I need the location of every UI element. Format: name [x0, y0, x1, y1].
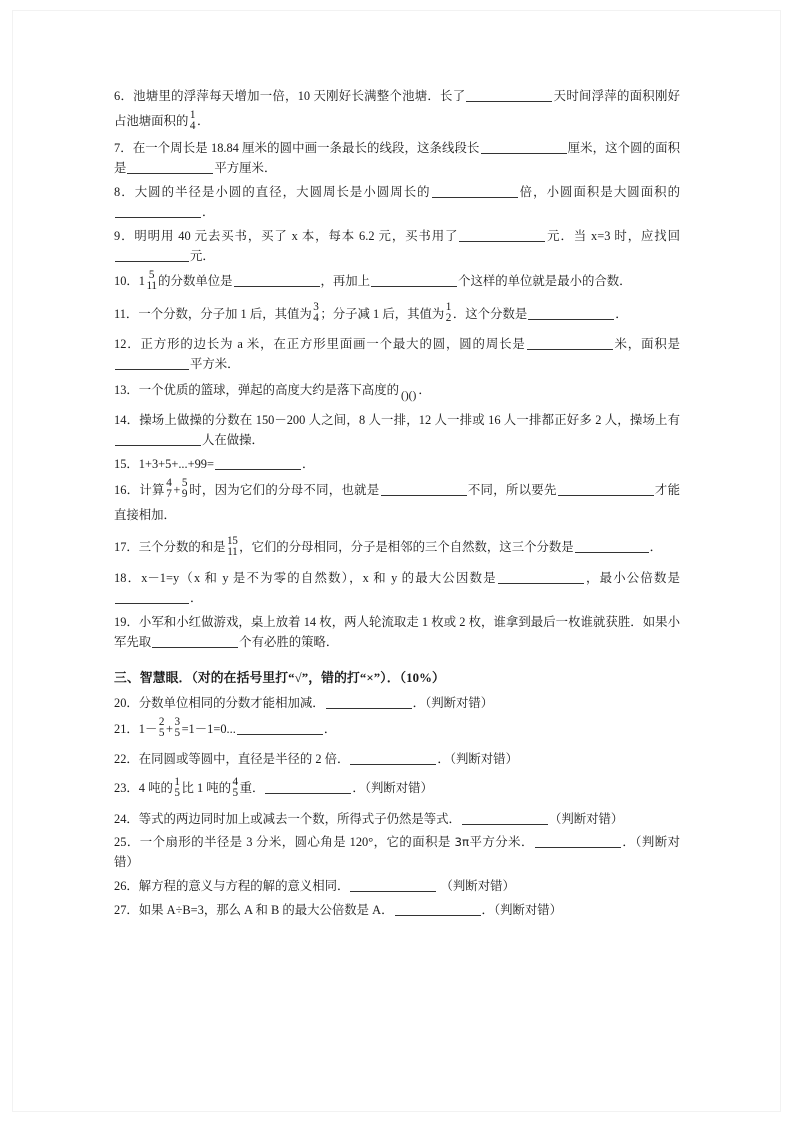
- q22-text-1: 在同圆或等圆中，直径是半径的 2 倍．: [138, 752, 350, 767]
- q8-text-3: ．: [202, 205, 215, 220]
- q6-text-1: 池塘里的浮萍每天增加一倍，10 天刚好长满整个池塘．长了: [133, 89, 466, 103]
- q10-text-3: 个这样的单位就是最小的合数．: [458, 274, 632, 289]
- q21-numerator-1: 2: [158, 716, 165, 729]
- question-13: [114, 378, 680, 403]
- q21-fraction-1: [159, 717, 165, 739]
- question-14: [114, 410, 680, 450]
- q6-blank-1[interactable]: [466, 89, 552, 102]
- q7-text-1: 在一个周长是 18.84 厘米的圆中画一条最长的线段，这条线段长: [132, 141, 480, 156]
- q27-number: 27．: [114, 902, 139, 917]
- q22-text-2: ．（判断对错）: [437, 752, 518, 767]
- q20-number: 20．: [114, 696, 139, 711]
- q24-blank-1[interactable]: [462, 812, 548, 825]
- q18-blank-2[interactable]: [115, 591, 189, 604]
- q9-blank-2[interactable]: [115, 249, 189, 262]
- q25-blank-1[interactable]: [535, 836, 621, 849]
- q16-fraction-2: [182, 478, 188, 500]
- q16-fraction-1: [166, 478, 172, 500]
- q18-number: 18．: [114, 570, 142, 585]
- q23-text-2: 比 1 吨的: [181, 781, 232, 796]
- q21-text-2: =1－1=0...: [181, 721, 236, 736]
- q19-blank-1[interactable]: [152, 635, 238, 648]
- question-22: [114, 749, 680, 769]
- q24-number: 24．: [114, 811, 139, 826]
- q10-denominator: 11: [146, 279, 157, 292]
- q13-number: 13．: [114, 382, 139, 397]
- q15-text-1: 1+3+5+...+99=: [138, 457, 214, 472]
- q23-fraction-2: [233, 777, 239, 799]
- q14-blank-1[interactable]: [115, 434, 201, 447]
- question-21: [114, 717, 680, 742]
- q9-number: 9．: [114, 228, 135, 243]
- q23-text-1: 4 吨的: [138, 781, 173, 796]
- q23-fraction-1: [174, 777, 180, 799]
- q6-fraction: [190, 110, 196, 132]
- q23-number: 23．: [114, 781, 139, 796]
- q16-text-4: 才能直接相加．: [114, 482, 681, 523]
- question-9: [114, 226, 680, 266]
- q15-blank-1[interactable]: [215, 457, 301, 470]
- q7-blank-2[interactable]: [127, 162, 213, 175]
- question-11: [114, 302, 680, 327]
- q9-text-1: 明明用 40 元去买书，买了 x 本，每本 6.2 元，买书用了: [134, 228, 459, 243]
- q10-text-1: 的分数单位是: [158, 274, 233, 289]
- q7-number: 7．: [114, 141, 133, 156]
- q15-text-2: ．: [302, 457, 315, 472]
- q12-blank-2[interactable]: [115, 358, 189, 371]
- q20-text-1: 分数单位相同的分数才能相加减．: [138, 696, 325, 711]
- question-18: [114, 568, 680, 608]
- q10-whole: 1: [138, 274, 145, 289]
- q21-blank-1[interactable]: [237, 722, 323, 735]
- q10-number: 10．: [114, 274, 139, 289]
- q14-number: 14．: [114, 413, 140, 428]
- q16-denominator-1: 7: [166, 488, 172, 500]
- q13-fraction-blank[interactable]: [401, 391, 416, 403]
- q11-numerator-1: 3: [313, 301, 319, 314]
- q6-text-3: ．: [196, 114, 210, 129]
- q11-blank-1[interactable]: [528, 307, 614, 320]
- q11-denominator-1: 4: [313, 312, 319, 325]
- q25-text-1: 一个扇形的半径是 3 分米，圆心角是 120°，它的面积是: [139, 835, 451, 850]
- q13-text-2: ．: [418, 382, 431, 397]
- q10-text-2: ，再加上: [320, 274, 371, 289]
- q16-text-2: 时，因为它们的分母不同，也就是: [188, 482, 380, 497]
- q21-text-3: ．: [323, 721, 337, 736]
- question-23: [114, 776, 680, 801]
- q25-text-4: ．（判断对错）: [114, 835, 680, 870]
- q13-denominator-blank: (): [408, 390, 417, 403]
- question-15: [114, 454, 680, 474]
- q19-text-2: 个有必胜的策略．: [239, 634, 339, 649]
- q23-text-4: ．（判断对错）: [352, 781, 433, 796]
- question-12: [114, 334, 680, 374]
- q17-fraction: [227, 536, 238, 558]
- question-24: [114, 809, 680, 829]
- q13-numerator-blank: (): [400, 390, 409, 403]
- q6-denominator: 4: [189, 119, 196, 132]
- q20-text-2: ．（判断对错）: [412, 696, 494, 711]
- question-17: [114, 535, 680, 560]
- q17-denominator: 11: [227, 545, 238, 558]
- q26-text-1: 解方程的意义与方程的解的意义相同．: [138, 879, 350, 894]
- question-7: [114, 138, 680, 178]
- q17-blank-1[interactable]: [575, 541, 649, 554]
- q25-number: 25．: [114, 835, 140, 850]
- q16-plus-sign: +: [173, 482, 181, 497]
- section-3-heading: 三、智慧眼．（对的在括号里打“√”，错的打“×”）．（10%）: [114, 670, 445, 685]
- q26-blank-1[interactable]: [350, 879, 436, 892]
- q23-numerator-1: 1: [174, 775, 180, 788]
- q8-text-1: 大圆的半径是小圆的直径，大圆周长是小圆周长的: [134, 185, 431, 200]
- q16-numerator-2: 5: [181, 477, 188, 490]
- q10-blank-1[interactable]: [234, 275, 320, 288]
- q12-text-3: 平方米．: [190, 357, 240, 372]
- q27-text-1: 如果 A÷B=3，那么 A 和 B 的最大公倍数是 A．: [138, 902, 394, 917]
- q9-text-2: 元．当 x=3 时，应找回: [546, 228, 680, 243]
- q24-text-1: 等式的两边同时加上或减去一个数，所得式子仍然是等式．: [138, 811, 461, 826]
- q23-denominator-1: 5: [174, 786, 180, 799]
- q26-text-2: （判断对错）: [440, 879, 515, 894]
- q11-fraction-1: [313, 302, 319, 324]
- q7-blank-1[interactable]: [481, 142, 567, 155]
- question-6: [114, 84, 680, 135]
- q25-text-3: 平方分米．: [469, 835, 534, 850]
- q17-text-1: 三个分数的和是: [138, 540, 226, 555]
- q9-text-3: 元．: [190, 248, 215, 263]
- question-8: [114, 182, 680, 222]
- q6-text-2: 天时间浮萍的面积刚好占池塘面积的: [114, 89, 680, 129]
- q16-text-3: 不同，所以要先: [467, 482, 557, 497]
- q12-number: 12．: [114, 337, 141, 352]
- q6-number: 6．: [114, 89, 134, 103]
- q6-numerator: 1: [189, 108, 196, 121]
- q10-blank-2[interactable]: [371, 275, 457, 288]
- q11-text-3: ．这个分数是: [452, 306, 528, 321]
- q8-text-2: 倍，小圆面积是大圆面积的: [518, 185, 681, 200]
- q15-number: 15．: [114, 457, 139, 472]
- q14-text-2: 人在做操．: [202, 433, 264, 448]
- q11-denominator-2: 2: [445, 312, 452, 325]
- q16-denominator-2: 9: [181, 488, 188, 500]
- q10-fraction: [146, 270, 156, 292]
- q27-blank-1[interactable]: [395, 903, 481, 916]
- q18-text-1: x－1=y（x 和 y 是不为零的自然数），x 和 y 的最大公因数是: [141, 570, 497, 585]
- q18-text-3: ．: [190, 591, 203, 605]
- question-25: [114, 832, 680, 872]
- q21-denominator-1: 5: [158, 727, 165, 740]
- q21-denominator-2: 5: [174, 727, 181, 740]
- q24-text-2: （判断对错）: [548, 811, 624, 826]
- q8-blank-1[interactable]: [432, 185, 518, 198]
- q11-numerator-2: 1: [445, 301, 452, 314]
- question-10: [114, 269, 680, 294]
- q10-numerator: 5: [148, 268, 155, 281]
- q21-number: 21．: [114, 721, 139, 736]
- q17-number: 17．: [114, 540, 139, 555]
- q23-denominator-2: 5: [232, 786, 239, 799]
- q16-blank-2[interactable]: [558, 483, 654, 496]
- q12-blank-1[interactable]: [527, 337, 613, 350]
- q12-text-1: 正方形的边长为 a 米，在正方形里面画一个最大的圆，圆的周长是: [140, 337, 526, 352]
- q11-text-2: ；分子减 1 后，其值为: [320, 306, 445, 321]
- worksheet-content: [114, 84, 680, 923]
- q25-area-expression: 3π: [454, 835, 470, 850]
- q18-text-2: ，最小公倍数是: [584, 570, 680, 585]
- q23-text-3: 重．: [239, 781, 265, 796]
- q14-text-1: 操场上做操的分数在 150－200 人之间，8 人一排，12 人一排或 16 人一排都正好多 2 人，操场上有: [139, 413, 681, 428]
- question-27: [114, 900, 680, 920]
- q10-mixed-number: [139, 269, 158, 294]
- q16-number: 16．: [114, 482, 140, 497]
- q17-text-3: ．: [649, 540, 663, 555]
- q11-text-1: 一个分数，分子加 1 后，其值为: [138, 306, 312, 321]
- q7-text-3: 平方厘米．: [214, 161, 277, 176]
- q13-text-1: 一个优质的篮球，弹起的高度大约是落下高度的: [138, 382, 399, 397]
- q12-text-2: 米，面积是: [613, 337, 681, 352]
- q11-text-4: ．: [615, 306, 628, 321]
- q16-blank-1[interactable]: [381, 483, 467, 496]
- q21-numerator-2: 3: [174, 716, 181, 729]
- q26-number: 26．: [114, 879, 139, 894]
- question-20: [114, 693, 680, 713]
- q18-blank-1[interactable]: [498, 571, 584, 584]
- q8-blank-2[interactable]: [115, 205, 201, 218]
- q19-text-1: 小军和小红做游戏，桌上放着 14 枚，两人轮流取走 1 枚或 2 枚，谁拿到最后一枚谁就获胜．如果小军先取: [114, 614, 681, 649]
- q16-text-1: 计算: [139, 482, 165, 497]
- q8-number: 8．: [114, 185, 135, 200]
- q16-numerator-1: 4: [166, 477, 172, 490]
- q19-number: 19．: [114, 614, 139, 629]
- q27-text-2: ．（判断对错）: [481, 902, 563, 917]
- q9-blank-1[interactable]: [459, 229, 545, 242]
- q21-fraction-2: [174, 717, 180, 739]
- q21-plus-sign: +: [165, 721, 173, 736]
- q22-number: 22．: [114, 752, 139, 767]
- q21-text-1: 1－: [138, 721, 158, 736]
- q23-blank-1[interactable]: [265, 782, 351, 795]
- q22-blank-1[interactable]: [350, 752, 436, 765]
- q20-blank-1[interactable]: [326, 696, 412, 709]
- q17-numerator: 15: [227, 534, 238, 547]
- question-19: [114, 612, 680, 652]
- question-16: [114, 478, 680, 529]
- q11-fraction-2: [446, 302, 452, 324]
- question-26: [114, 876, 680, 896]
- q11-number: 11．: [114, 306, 139, 321]
- q7-text-2: 厘米，这个圆的面积是: [114, 141, 681, 176]
- q17-text-2: ，它们的分母相同，分子是相邻的三个自然数，这三个分数是: [239, 540, 574, 555]
- q23-numerator-2: 4: [232, 775, 239, 788]
